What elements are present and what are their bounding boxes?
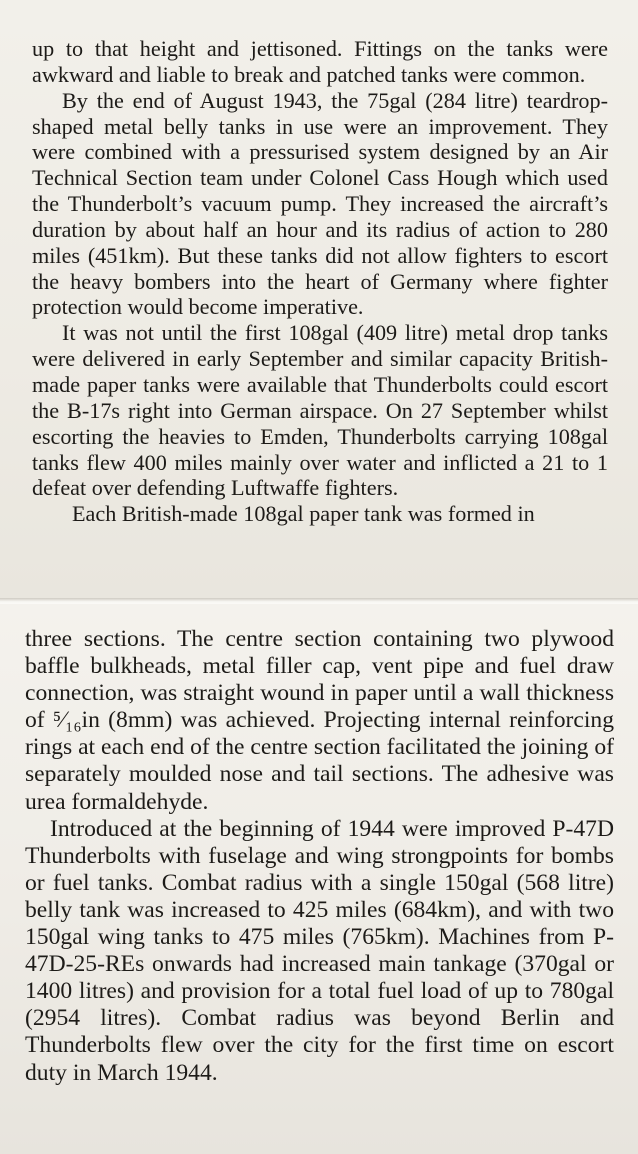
paragraph: By the end of August 1943, the 75gal (284 litre) teardrop-shaped metal belly tanks in use were an improvement. They were combined with a pressurised system designed by an Air Technical Section team under Colonel Cass Hough which used the Thunderbolt’s vacuum pump. They increased the aircraft’s duration by about half an hour and its radius of action to 280 miles (451km). But these tanks did not allow fighters to escort the heavy bombers into the heart of Germany where fighter protection would become imperative. bbox=[32, 87, 608, 320]
paragraph: Each British-made 108gal paper tank was formed in bbox=[72, 501, 535, 527]
paragraph: It was not until the first 108gal (409 litre) metal drop tanks were delivered in early September and similar capacity British-made paper tanks were available that Thunderbolts could escort the B-17s right into German airspace. On 27 September whilst escorting the heavies to Emden, Thunderbolts carrying 108gal tanks flew 400 miles mainly over water and inflicted a 21 to 1 defeat over defending Luftwaffe fighters. bbox=[32, 320, 608, 501]
paragraph: Introduced at the beginning of 1944 were improved P-47D Thunderbolts with fuselage and wing strongpoints for bombs or fuel tanks. Combat radius with a single 150gal (568 litre) belly tank was increased to 425 miles (684km), and with two 150gal wing tanks to 475 miles (765km). Machines from P-47D-25-REs onwards had increased main tankage (370gal or 1400 litres) and provision for a total fuel load of up to 780gal (2954 litres). Combat radius was beyond Berlin and Thunderbolts flew over the city for the first time on escort duty in March 1944. bbox=[25, 815, 614, 1086]
paragraph: up to that height and jettisoned. Fittings on the tanks were awkward and liable to break and patched tanks were common. bbox=[32, 36, 608, 87]
page-photo-bottom bbox=[0, 604, 638, 1154]
paragraph: three sections. The centre section containing two plywood baffle bulkheads, metal filler cap, vent pipe and fuel draw connection, was straight wound in paper until a wall thickness of ⁵⁄₁₆in (8mm) was achieved. Projecting internal reinforcing rings at each end of the centre section facilitated the joining of separately moulded nose and tail sections. The adhesive was urea formaldehyde. bbox=[25, 626, 614, 815]
